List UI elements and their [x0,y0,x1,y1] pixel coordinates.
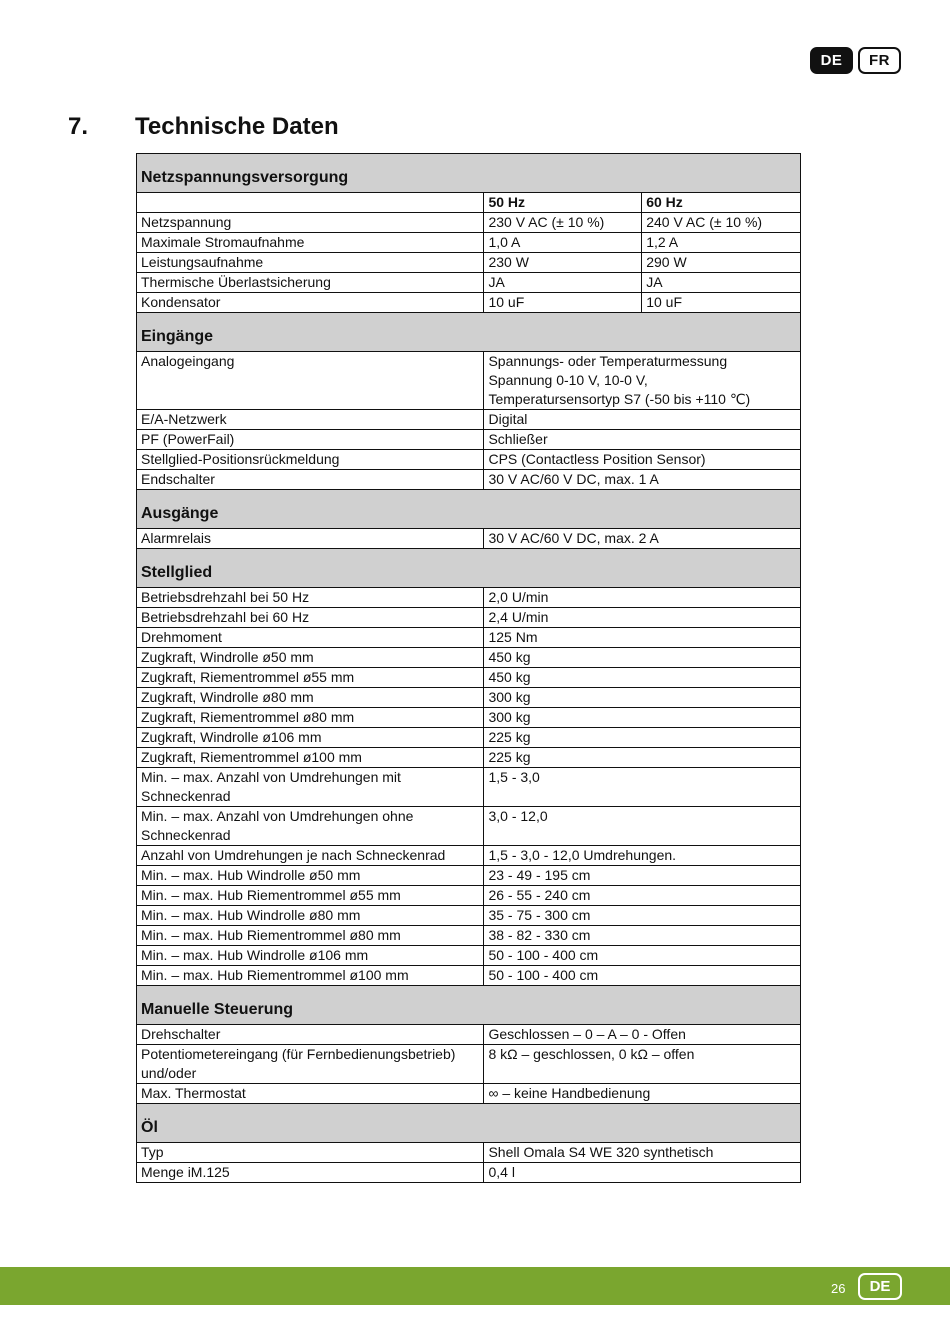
table-row [137,213,801,233]
spec-label: Drehschalter [137,1025,484,1045]
spec-value: 30 V AC/60 V DC, max. 2 A [484,529,801,549]
spec-label: Potentiometereingang (für Fernbedienungsbetrieb) und/oder [137,1045,484,1084]
spec-value: Digital [484,410,801,430]
freq-50hz-header: 50 Hz [484,193,642,213]
footer-lang-badge: DE [858,1273,902,1300]
spec-value: 50 - 100 - 400 cm [484,946,801,966]
spec-label: Leistungsaufnahme [137,253,484,273]
spec-value: 225 kg [484,728,801,748]
spec-value-50hz: 230 W [484,253,642,273]
spec-label: Min. – max. Hub Windrolle ø106 mm [137,946,484,966]
spec-label: Min. – max. Hub Riementrommel ø55 mm [137,886,484,906]
empty-cell [137,193,484,213]
spec-label: Typ [137,1143,484,1163]
spec-label: Anzahl von Umdrehungen je nach Schneckenrad [137,846,484,866]
language-switcher [810,47,901,74]
table-row [137,886,801,906]
spec-value-50hz: 1,0 A [484,233,642,253]
spec-label: Menge iM.125 [137,1163,484,1183]
spec-label: PF (PowerFail) [137,430,484,450]
page-title [68,113,339,141]
spec-label: Maximale Stromaufnahme [137,233,484,253]
section-header [137,986,801,1025]
spec-value: 300 kg [484,688,801,708]
spec-value: 50 - 100 - 400 cm [484,966,801,986]
spec-value: Spannungs- oder Temperaturmessung Spannung 0-10 V, 10-0 V, Temperatursensortyp S7 (-50 bis +110 ℃) [484,352,801,410]
spec-value: 450 kg [484,668,801,688]
spec-value: ∞ – keine Handbedienung [484,1084,801,1104]
spec-label: Zugkraft, Riementrommel ø80 mm [137,708,484,728]
spec-value: 3,0 - 12,0 [484,807,801,846]
table-row [137,688,801,708]
table-row [137,648,801,668]
spec-value-50hz: JA [484,273,642,293]
page-number: 26 [831,1281,846,1296]
table-row [137,529,801,549]
table-row [137,906,801,926]
table-row [137,807,801,846]
spec-value: Shell Omala S4 WE 320 synthetisch [484,1143,801,1163]
chapter-number: 7. [68,113,89,140]
spec-value-50hz: 10 uF [484,293,642,313]
spec-label: Min. – max. Hub Windrolle ø50 mm [137,866,484,886]
table-row [137,273,801,293]
table-row [137,926,801,946]
spec-value: 225 kg [484,748,801,768]
spec-value: Geschlossen – 0 – A – 0 - Offen [484,1025,801,1045]
spec-label: Zugkraft, Windrolle ø80 mm [137,688,484,708]
table-row [137,430,801,450]
spec-value: 38 - 82 - 330 cm [484,926,801,946]
table-row [137,966,801,986]
lang-de-badge[interactable]: DE [810,47,853,74]
section-title: Stellglied [137,549,801,588]
table-row [137,588,801,608]
spec-value-60hz: 1,2 A [642,233,801,253]
spec-label: Zugkraft, Riementrommel ø55 mm [137,668,484,688]
spec-value: CPS (Contactless Position Sensor) [484,450,801,470]
spec-label: Min. – max. Hub Riementrommel ø80 mm [137,926,484,946]
lang-fr-badge[interactable]: FR [858,47,901,74]
spec-value-60hz: JA [642,273,801,293]
spec-value: 26 - 55 - 240 cm [484,886,801,906]
spec-value: 300 kg [484,708,801,728]
spec-label: E/A-Netzwerk [137,410,484,430]
section-title: Netzspannungsversorgung [137,154,801,193]
table-row [137,866,801,886]
freq-60hz-header: 60 Hz [642,193,801,213]
spec-label: Kondensator [137,293,484,313]
section-header [137,490,801,529]
table-row [137,293,801,313]
spec-value: 2,0 U/min [484,588,801,608]
table-row [137,253,801,273]
spec-label: Endschalter [137,470,484,490]
table-row [137,728,801,748]
spec-value: 0,4 l [484,1163,801,1183]
table-row [137,628,801,648]
section-header [137,313,801,352]
spec-label: Zugkraft, Windrolle ø50 mm [137,648,484,668]
table-row [137,352,801,410]
spec-label: Min. – max. Anzahl von Umdrehungen ohne Schneckenrad [137,807,484,846]
table-row [137,1025,801,1045]
spec-label: Stellglied-Positionsrückmeldung [137,450,484,470]
spec-label: Max. Thermostat [137,1084,484,1104]
table-row [137,1045,801,1084]
section-title: Eingänge [137,313,801,352]
spec-label: Min. – max. Anzahl von Umdrehungen mit Schneckenrad [137,768,484,807]
spec-value: Schließer [484,430,801,450]
table-row [137,608,801,628]
spec-label: Betriebsdrehzahl bei 60 Hz [137,608,484,628]
spec-label: Zugkraft, Riementrommel ø100 mm [137,748,484,768]
table-row [137,470,801,490]
table-row [137,846,801,866]
spec-value-60hz: 290 W [642,253,801,273]
table-row [137,768,801,807]
table-row [137,708,801,728]
section-header [137,154,801,193]
table-row [137,1143,801,1163]
spec-label: Drehmoment [137,628,484,648]
spec-label: Thermische Überlastsicherung [137,273,484,293]
table-row [137,668,801,688]
spec-value: 35 - 75 - 300 cm [484,906,801,926]
table-row [137,946,801,966]
section-title: Manuelle Steuerung [137,986,801,1025]
spec-label: Analogeingang [137,352,484,410]
spec-label: Zugkraft, Windrolle ø106 mm [137,728,484,748]
spec-label: Min. – max. Hub Windrolle ø80 mm [137,906,484,926]
table-row [137,748,801,768]
spec-value: 23 - 49 - 195 cm [484,866,801,886]
section-title: Öl [137,1104,801,1143]
spec-value: 2,4 U/min [484,608,801,628]
table-row [137,410,801,430]
spec-value: 1,5 - 3,0 [484,768,801,807]
spec-value-60hz: 10 uF [642,293,801,313]
spec-value-60hz: 240 V AC (± 10 %) [642,213,801,233]
spec-value: 8 kΩ – geschlossen, 0 kΩ – offen [484,1045,801,1084]
spec-label: Betriebsdrehzahl bei 50 Hz [137,588,484,608]
section-title: Ausgänge [137,490,801,529]
table-row [137,1084,801,1104]
spec-label: Min. – max. Hub Riementrommel ø100 mm [137,966,484,986]
table-row [137,450,801,470]
spec-label: Alarmrelais [137,529,484,549]
spec-value-50hz: 230 V AC (± 10 %) [484,213,642,233]
table-row [137,1163,801,1183]
chapter-title: Technische Daten [135,113,339,140]
table-row [137,233,801,253]
spec-value: 30 V AC/60 V DC, max. 1 A [484,470,801,490]
spec-table [136,153,801,1183]
spec-value: 125 Nm [484,628,801,648]
spec-label: Netzspannung [137,213,484,233]
footer-bar [0,1267,950,1305]
frequency-header-row [137,193,801,213]
spec-value: 450 kg [484,648,801,668]
spec-value: 1,5 - 3,0 - 12,0 Umdrehungen. [484,846,801,866]
section-header [137,549,801,588]
section-header [137,1104,801,1143]
